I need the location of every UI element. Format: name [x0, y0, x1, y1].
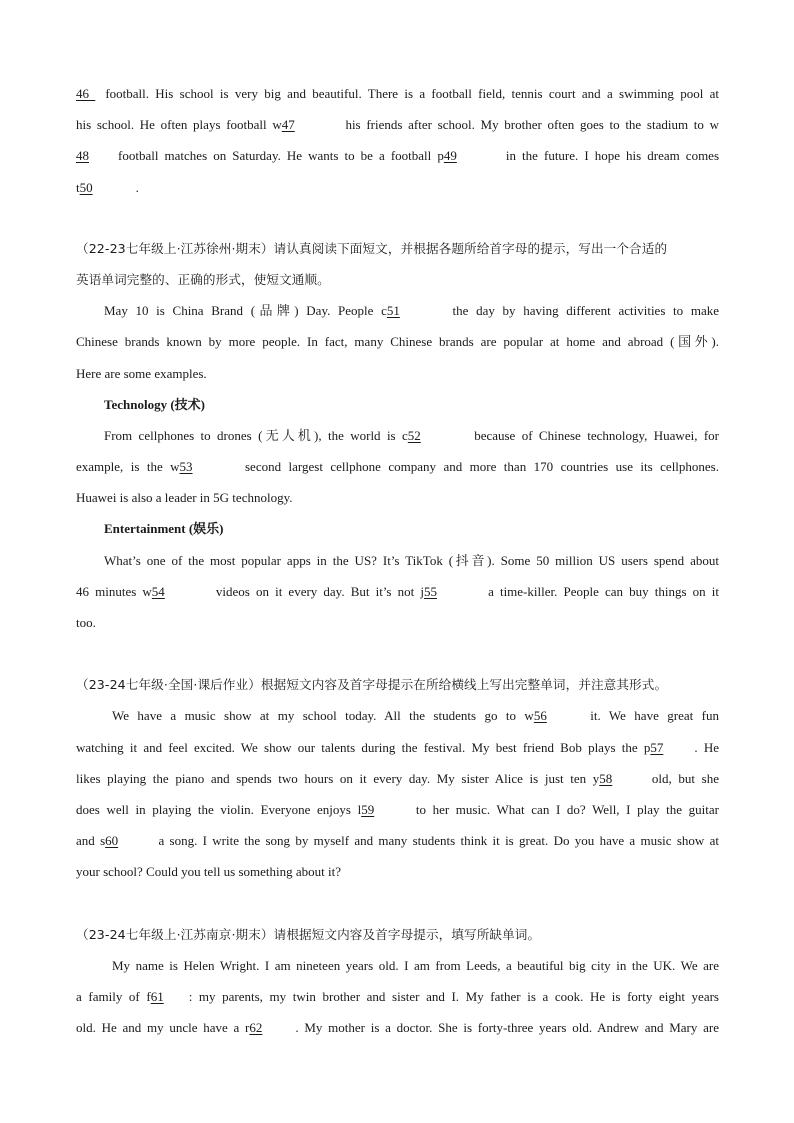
- blank-60: 60: [105, 833, 119, 849]
- blank-47: 47: [281, 117, 295, 133]
- section-b-para-7: What’s one of the most popular apps in the US? It’s TikTok (抖音). Some 50 million US users spend about: [104, 552, 719, 568]
- heading-entertainment: Entertainment (娱乐): [104, 521, 224, 537]
- blank-55: 55: [423, 583, 437, 599]
- section-b-para-4: From cellphones to drones (无人机), the world is c52 because of Chinese technology, Huawei, for: [76, 420, 719, 451]
- section-c-line-5: and s60 a song. I write the song by myself and many students think it is great. Do you have a music show at: [76, 825, 719, 856]
- section-c-line-3: likes playing the piano and spends two hours on it every day. My sister Alice is just ten y58 old, but she: [76, 763, 719, 794]
- blank-58: 58: [599, 770, 613, 786]
- section-c-line-1: We have a music show at my school today. All the students go to w56 it. We have great fun: [76, 700, 719, 731]
- blank-51: 51: [386, 303, 400, 319]
- section-b-para-8: 46 minutes w54 videos on it every day. But it’s not j55 a time-killer. People can buy things on it: [76, 576, 719, 607]
- section-b-para-5: example, is the w53 second largest cellphone company and more than 170 countries use its cellphones.: [76, 451, 719, 482]
- section-b-title: （22-23七年级上·江苏徐州·期末）请认真阅读下面短文，并根据各题所给首字母的提示，写出一个合适的: [76, 240, 668, 256]
- section-d-line-2: a family of f61 : my parents, my twin brother and sister and I. My father is a cook. He is forty eight years: [76, 981, 719, 1012]
- section-c-line-2: watching it and feel excited. We show our talents during the festival. My best friend Bob plays the p57 . He: [76, 732, 719, 763]
- blank-53: 53: [179, 459, 193, 475]
- section-d-title: （23-24七年级上·江苏南京·期末）请根据短文内容及首字母提示，填写所缺单词。: [76, 926, 541, 942]
- section-c-line-4: does well in playing the violin. Everyone enjoys l59 to her music. What can I do? Well, I play the guitar: [76, 794, 719, 825]
- section-b-para-3: Here are some examples.: [76, 365, 207, 381]
- section-c-line-6: your school? Could you tell us something about it?: [76, 864, 342, 880]
- blank-56: 56: [533, 708, 547, 724]
- blank-57: 57: [650, 739, 664, 755]
- document-page: [76, 78, 719, 1043]
- heading-technology: Technology (技术): [104, 396, 205, 412]
- section-d-line-3: old. He and my uncle have a r62 . My mother is a doctor. She is forty-three years old. Andrew and Mary are: [76, 1012, 719, 1043]
- section-b-para-9: too.: [76, 615, 96, 630]
- blank-48: 48: [76, 148, 89, 164]
- blank-59: 59: [361, 801, 375, 817]
- blank-52: 52: [407, 427, 421, 443]
- section-d-line-1: My name is Helen Wright. I am nineteen years old. I am from Leeds, a beautiful big city in the UK. We are: [112, 957, 719, 973]
- passage-a-line-3: 48 football matches on Saturday. He wants to be a football p49 in the future. I hope his dream comes: [76, 140, 719, 171]
- blank-46: 46: [76, 86, 96, 101]
- passage-a-line-2: his school. He often plays football w47 his friends after school. My brother often goes to the stadium to w: [76, 109, 719, 140]
- blank-50: 50: [79, 179, 93, 195]
- section-b-para-1: May 10 is China Brand (品牌) Day. People c51 the day by having different activities to make: [76, 295, 719, 326]
- blank-49: 49: [443, 148, 457, 164]
- passage-a-line-4: t50 .: [76, 172, 719, 203]
- section-b-para-6: Huawei is also a leader in 5G technology.: [76, 490, 293, 506]
- blank-54: 54: [151, 583, 165, 599]
- passage-a-line-1: 46 football. His school is very big and beautiful. There is a football field, tennis court and a swimming pool at: [76, 86, 720, 101]
- section-b-title-cont: 英语单词完整的、正确的形式，使短文通顺。: [76, 271, 330, 287]
- section-b-para-2: Chinese brands known by more people. In fact, many Chinese brands are popular at home and abroad (国外).: [76, 334, 719, 350]
- blank-61: 61: [150, 988, 164, 1004]
- section-c-title: （23-24七年级·全国·课后作业）根据短文内容及首字母提示在所给横线上写出完整单词，并注意其形式。: [76, 677, 668, 693]
- blank-62: 62: [249, 1020, 263, 1036]
